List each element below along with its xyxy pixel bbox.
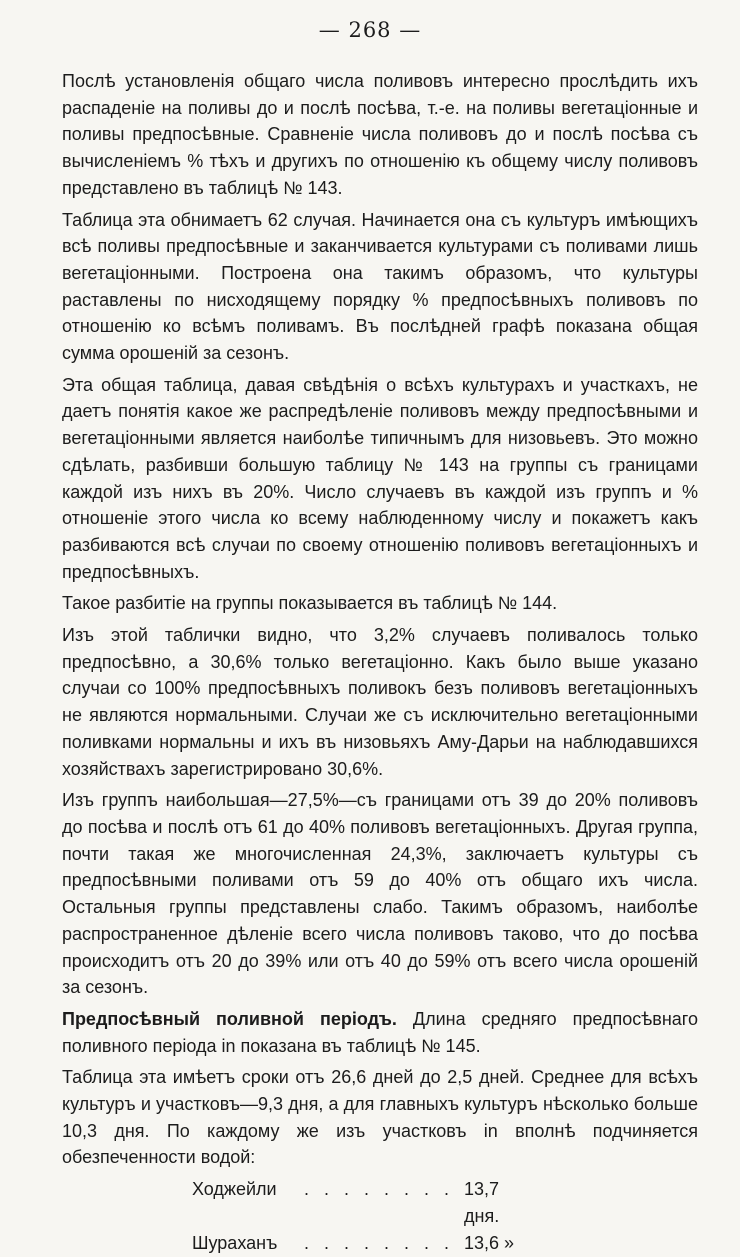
closing-paragraph: Таблица эта имѣетъ сроки отъ 26,6 дней до 2,5 дней. Среднее для всѣхъ культуръ и участковъ—9,3 дня, а для главныхъ культуръ нѣсколько больше 10,3 дня. По каждому же изъ участковъ in вполнѣ подчиняется обезпеченности водой: [62,1067,698,1168]
section-heading: Предпосѣвный поливной періодъ. [62,1008,397,1029]
row-value: 13,7 дня. [464,1179,500,1227]
section-paragraph [62,1006,698,1059]
body-text [62,68,698,1257]
paragraph-1: Послѣ установленія общаго числа поливовъ интересно прослѣдить ихъ распаденіе на поливы до и послѣ посѣва, т.-е. на поливы вегетаціонные и поливы предпосѣвные. Сравненіе числа поливовъ до и послѣ посѣва съ вычисленіемъ % тѣхъ и другихъ по отношенію къ общему числу поливовъ представлено въ таблицѣ № 143. [62,71,698,198]
paragraph-3: Эта общая таблица, давая свѣдѣнія о всѣхъ культурахъ и участкахъ, не даетъ понятія какое же распредѣленіе поливовъ между предпосѣвными и вегетаціонными является наиболѣе типичнымъ для низовьевъ. Это можно сдѣлать, разбивши большую таблицу № 143 на группы съ границами каждой изъ нихъ въ 20%. Число случаевъ въ каждой изъ группъ и % отношеніе этого числа ко всему наблюденному числу и покажетъ какъ разбиваются всѣ случаи по своему отношенію поливовъ вегетаціонныхъ и предпосѣвныхъ. [62,374,698,582]
paragraph-5: Изъ этой таблички видно, что 3,2% случаевъ поливалось только предпосѣвно, а 30,6% только вегетаціонно. Какъ было выше указано случаи со 100% предпосѣвныхъ поливокъ безъ поливовъ вегетаціонныхъ не являются нормальными. Случаи же съ исключительно вегетаціонными поливками нормальны и ихъ въ низовьяхъ Аму-Дарьи на наблюдавшихся хозяйствахъ зарегистрировано 30,6%. [62,625,698,779]
row-leader: . . . . . . . . [304,1179,455,1200]
row-leader: . . . . . . . . [304,1233,455,1254]
table-row [192,1176,592,1230]
row-value: 13,6 » [464,1233,515,1254]
data-rows [62,1176,698,1257]
paragraph-4: Такое разбитіе на группы показывается въ таблицѣ № 144. [62,593,558,614]
paragraph-2: Таблица эта обнимаетъ 62 случая. Начинается она съ культуръ имѣющихъ всѣ поливы предпосѣвные и заканчивается культурами съ поливами лишь вегетаціонными. Построена она такимъ образомъ, что культуры раставлены по нисходящему порядку % предпосѣвныхъ поливовъ по отношенію ко всѣмъ поливамъ. Въ послѣдней графѣ показана общая сумма орошеній за сезонъ. [62,209,698,364]
row-name: Ходжейли [192,1179,277,1200]
row-name: Шураханъ [192,1233,278,1254]
section-text: Длина средняго предпосѣвнаго поливного періода in показана въ таблицѣ № 145. [62,1008,698,1056]
page-number: — 268 — [318,18,422,42]
paragraph-6: Изъ группъ наибольшая—27,5%—съ границами отъ 39 до 20% поливовъ до посѣва и послѣ отъ 61 до 40% поливовъ вегетаціонныхъ. Другая группа, почти такая же многочисленная 24,3%, заключаетъ культуры съ предпосѣвными поливами отъ 59 до 40% отъ общаго ихъ числа. Остальныя группы представлены слабо. Такимъ образомъ, наиболѣе распространенное дѣленіе всего числа поливовъ таково, что до посѣва происходитъ отъ 20 до 39% или отъ 40 до 59% отъ всего числа орошеній за сезонъ. [62,790,698,998]
table-row [192,1230,592,1257]
